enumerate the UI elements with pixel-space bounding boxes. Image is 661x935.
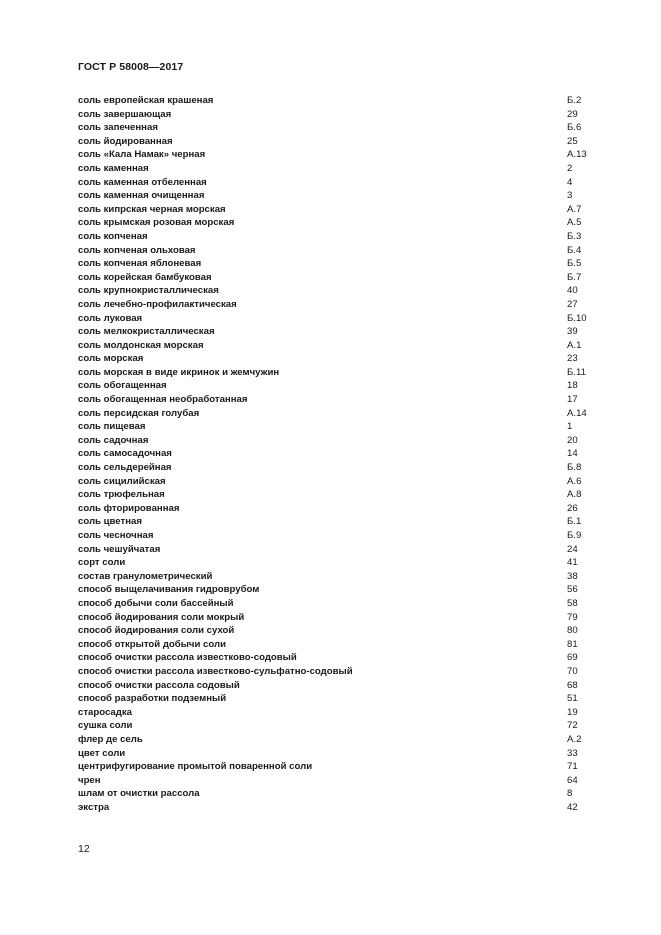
index-entry xyxy=(78,407,608,421)
index-entry xyxy=(78,94,608,108)
index-reference: 25 xyxy=(567,135,578,147)
index-reference: 81 xyxy=(567,638,578,650)
index-reference: Б.10 xyxy=(567,312,587,324)
index-reference: 20 xyxy=(567,434,578,446)
index-reference: А.8 xyxy=(567,489,582,501)
index-term: чрен xyxy=(78,774,101,786)
index-reference: Б.7 xyxy=(567,271,582,283)
index-reference: Б.8 xyxy=(567,462,582,474)
index-term: соль цветная xyxy=(78,516,142,528)
index-reference: Б.6 xyxy=(567,122,582,134)
index-entry xyxy=(78,679,608,693)
index-term: соль завершающая xyxy=(78,108,172,120)
index-reference: А.14 xyxy=(567,407,587,419)
index-reference: 40 xyxy=(567,285,578,297)
index-reference: 23 xyxy=(567,353,578,365)
index-entry xyxy=(78,624,608,638)
index-entry xyxy=(78,665,608,679)
index-term: соль самосадочная xyxy=(78,448,172,460)
index-entry xyxy=(78,176,608,190)
index-entry xyxy=(78,447,608,461)
index-term: соль копченая ольховая xyxy=(78,244,196,256)
index-entry xyxy=(78,325,608,339)
index-entry xyxy=(78,271,608,285)
index-entry xyxy=(78,733,608,747)
index-entry xyxy=(78,135,608,149)
index-term: соль йодированная xyxy=(78,135,173,147)
index-reference: 71 xyxy=(567,761,578,773)
index-term: соль сицилийская xyxy=(78,475,166,487)
index-reference: 29 xyxy=(567,108,578,120)
index-reference: А.1 xyxy=(567,339,582,351)
index-term: сушка соли xyxy=(78,720,133,732)
index-term: соль кипрская черная морская xyxy=(78,203,226,215)
index-reference: А.6 xyxy=(567,475,582,487)
index-term: соль лечебно-профилактическая xyxy=(78,298,237,310)
index-reference: Б.1 xyxy=(567,516,582,528)
index-entry xyxy=(78,475,608,489)
index-entry xyxy=(78,312,608,326)
index-reference: 80 xyxy=(567,625,578,637)
index-reference: Б.4 xyxy=(567,244,582,256)
index-entry xyxy=(78,638,608,652)
index-reference: 33 xyxy=(567,747,578,759)
index-entry xyxy=(78,352,608,366)
index-reference: 42 xyxy=(567,801,578,813)
index-term: способ очистки рассола содовый xyxy=(78,679,240,691)
index-term: сорт соли xyxy=(78,557,126,569)
index-entry xyxy=(78,529,608,543)
index-term: флер де сель xyxy=(78,733,143,745)
index-entry xyxy=(78,257,608,271)
index-term: старосадка xyxy=(78,706,132,718)
index-term: соль морская в виде икринок и жемчужин xyxy=(78,366,280,378)
index-reference: 17 xyxy=(567,394,578,406)
index-entry xyxy=(78,760,608,774)
alphabetical-index xyxy=(78,94,608,814)
index-reference: 1 xyxy=(567,421,573,433)
index-reference: 2 xyxy=(567,162,573,174)
index-reference: 58 xyxy=(567,597,578,609)
index-entry xyxy=(78,774,608,788)
index-entry xyxy=(78,706,608,720)
index-term: соль морская xyxy=(78,353,144,365)
index-reference: А.13 xyxy=(567,149,587,161)
index-reference: 41 xyxy=(567,557,578,569)
index-entry xyxy=(78,488,608,502)
index-reference: Б.5 xyxy=(567,258,582,270)
index-term: способ очистки рассола известково-сульфатно-содовый xyxy=(78,665,353,677)
index-entry xyxy=(78,121,608,135)
index-term: состав гранулометрический xyxy=(78,570,213,582)
index-reference: 68 xyxy=(567,679,578,691)
index-entry xyxy=(78,719,608,733)
index-entry xyxy=(78,244,608,258)
index-term: цвет соли xyxy=(78,747,126,759)
index-term: соль сельдерейная xyxy=(78,462,172,474)
index-term: соль чесночная xyxy=(78,530,154,541)
index-entry xyxy=(78,366,608,380)
index-term: способ разработки подземный xyxy=(78,693,227,705)
index-entry xyxy=(78,692,608,706)
index-entry xyxy=(78,747,608,761)
index-reference: 14 xyxy=(567,448,578,460)
index-entry xyxy=(78,461,608,475)
index-entry xyxy=(78,379,608,393)
index-reference: 56 xyxy=(567,584,578,596)
index-reference: А.7 xyxy=(567,203,582,215)
index-reference: 8 xyxy=(567,788,573,800)
index-term: соль садочная xyxy=(78,434,149,446)
index-reference: Б.11 xyxy=(567,366,586,378)
index-reference: 19 xyxy=(567,706,578,718)
index-term: соль европейская крашеная xyxy=(78,95,214,106)
index-entry xyxy=(78,298,608,312)
index-reference: 72 xyxy=(567,720,578,732)
index-term: соль крымская розовая морская xyxy=(78,217,235,229)
index-entry xyxy=(78,543,608,557)
index-term: соль каменная отбеленная xyxy=(78,176,207,188)
index-term: соль пищевая xyxy=(78,421,146,433)
index-entry xyxy=(78,216,608,230)
index-entry xyxy=(78,787,608,801)
index-term: способ очистки рассола известково-содовый xyxy=(78,652,297,664)
index-entry xyxy=(78,597,608,611)
index-term: способ йодирования соли сухой xyxy=(78,625,235,637)
index-term: соль молдонская морская xyxy=(78,339,204,351)
index-term: соль «Кала Намак» черная xyxy=(78,149,206,161)
index-entry xyxy=(78,203,608,217)
index-entry xyxy=(78,434,608,448)
index-term: соль крупнокристаллическая xyxy=(78,285,219,297)
index-entry xyxy=(78,502,608,516)
index-term: соль луковая xyxy=(78,312,143,324)
index-term: соль каменная очищенная xyxy=(78,190,205,202)
index-entry xyxy=(78,230,608,244)
index-term: способ открытой добычи соли xyxy=(78,638,226,650)
index-entry xyxy=(78,339,608,353)
index-reference: А.2 xyxy=(567,733,582,745)
index-term: соль мелкокристаллическая xyxy=(78,326,215,338)
index-term: соль фторированная xyxy=(78,502,180,514)
index-term: соль чешуйчатая xyxy=(78,543,161,555)
index-term: шлам от очистки рассола xyxy=(78,788,200,800)
index-reference: Б.2 xyxy=(567,95,582,106)
index-reference: 70 xyxy=(567,665,578,677)
index-entry xyxy=(78,570,608,584)
index-term: соль копченая яблоневая xyxy=(78,258,202,270)
index-entry xyxy=(78,515,608,529)
page-number: 12 xyxy=(78,843,90,855)
index-entry xyxy=(78,556,608,570)
index-reference: 38 xyxy=(567,570,578,582)
index-entry xyxy=(78,108,608,122)
index-reference: 3 xyxy=(567,190,573,202)
index-reference: 39 xyxy=(567,326,578,338)
index-reference: 24 xyxy=(567,543,578,555)
index-entry xyxy=(78,611,608,625)
index-reference: 18 xyxy=(567,380,578,392)
index-term: способ йодирования соли мокрый xyxy=(78,611,245,623)
index-entry xyxy=(78,420,608,434)
index-term: соль запеченная xyxy=(78,122,158,134)
index-entry xyxy=(78,583,608,597)
index-term: соль обогащенная xyxy=(78,380,167,392)
index-entry xyxy=(78,148,608,162)
index-term: соль каменная xyxy=(78,162,149,174)
index-entry xyxy=(78,162,608,176)
index-reference: А.5 xyxy=(567,217,582,229)
index-reference: Б.9 xyxy=(567,530,582,541)
index-term: соль трюфельная xyxy=(78,489,165,501)
document-header: ГОСТ Р 58008—2017 xyxy=(78,61,184,73)
index-reference: 26 xyxy=(567,502,578,514)
index-entry xyxy=(78,393,608,407)
index-entry xyxy=(78,801,608,815)
index-term: способ добычи соли бассейный xyxy=(78,597,234,609)
index-entry xyxy=(78,284,608,298)
index-term: соль копченая xyxy=(78,230,148,242)
index-term: способ выщелачивания гидроврубом xyxy=(78,584,260,596)
index-entry xyxy=(78,651,608,665)
index-reference: 27 xyxy=(567,298,578,310)
index-reference: Б.3 xyxy=(567,230,582,242)
index-term: соль корейская бамбуковая xyxy=(78,271,212,283)
index-reference: 79 xyxy=(567,611,578,623)
index-entry xyxy=(78,189,608,203)
index-reference: 51 xyxy=(567,693,578,705)
index-reference: 4 xyxy=(567,176,573,188)
index-reference: 64 xyxy=(567,774,578,786)
index-term: соль персидская голубая xyxy=(78,407,200,419)
index-reference: 69 xyxy=(567,652,578,664)
index-term: экстра xyxy=(78,801,110,813)
index-term: соль обогащенная необработанная xyxy=(78,394,248,406)
index-term: центрифугирование промытой поваренной соли xyxy=(78,761,313,773)
